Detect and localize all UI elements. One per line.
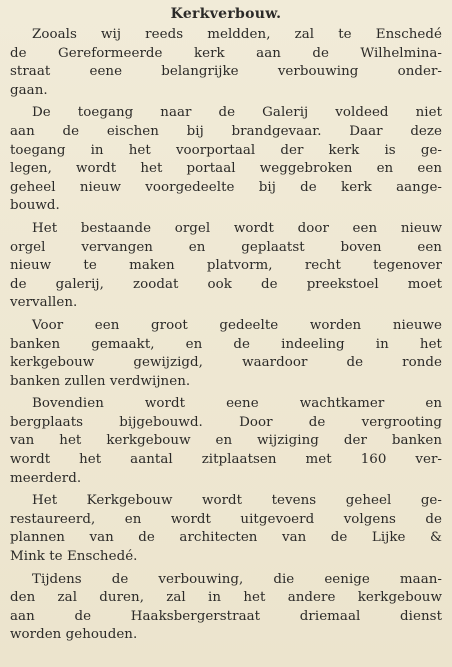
article-paragraph	[10, 104, 442, 216]
text-line: bergplaats bijgebouwd. Door de vergrooting	[10, 414, 442, 430]
article-paragraph	[10, 220, 442, 313]
text-line: meerderd.	[10, 470, 82, 486]
text-line: gaan.	[10, 82, 48, 98]
article-paragraph	[10, 395, 442, 488]
text-line: Het bestaande orgel wordt door een nieuw	[32, 220, 442, 236]
text-line: aan de eischen bij brandgevaar. Daar deze	[10, 123, 442, 139]
article-paragraph	[10, 492, 442, 566]
text-line: de galerij, zoodat ook de preekstoel moet	[10, 276, 442, 292]
text-line: orgel vervangen en geplaatst boven een	[10, 239, 442, 255]
text-line: plannen van de architecten van de Lijke &	[10, 530, 442, 546]
text-line: kerkgebouw gewijzigd, waardoor de ronde	[10, 355, 442, 371]
article-headline: Kerkverbouw.	[170, 6, 282, 22]
text-line: De toegang naar de Galerij voldeed niet	[32, 105, 442, 121]
text-line: Voor een groot gedeelte worden nieuwe	[32, 317, 442, 333]
text-line: geheel nieuw voorgedeelte bij de kerk aange-	[10, 179, 442, 195]
article-paragraph	[10, 26, 442, 100]
article-paragraph	[10, 317, 442, 391]
text-line: toegang in het voorportaal der kerk is ge-	[10, 142, 442, 158]
text-line: wordt het aantal zitplaatsen met 160 ver-	[10, 452, 442, 468]
text-line: den zal duren, zal in het andere kerkgebouw	[10, 590, 442, 606]
text-line: restaureerd, en wordt uitgevoerd volgens de	[10, 511, 442, 527]
text-line: Het Kerkgebouw wordt tevens geheel ge-	[32, 493, 442, 509]
text-line: de Gereformeerde kerk aan de Wilhelmina-	[10, 45, 442, 61]
text-line: banken zullen verdwijnen.	[10, 373, 191, 389]
text-line: straat eene belangrijke verbouwing onder-	[10, 64, 442, 80]
text-line: banken gemaakt, en de indeeling in het	[10, 336, 442, 352]
text-line: Mink te Enschedé.	[10, 549, 138, 565]
article-paragraph	[10, 571, 442, 645]
text-line: Tijdens de verbouwing, die eenige maan-	[32, 571, 442, 587]
text-line: legen, wordt het portaal weggebroken en een	[10, 161, 442, 177]
text-line: vervallen.	[10, 295, 78, 311]
text-line: worden gehouden.	[10, 627, 138, 643]
text-line: aan de Haaksbergerstraat driemaal dienst	[10, 608, 442, 624]
text-line: bouwd.	[10, 198, 60, 214]
text-line: Bovendien wordt eene wachtkamer en	[32, 396, 442, 412]
text-line: nieuw te maken platvorm, recht tegenover	[10, 258, 442, 274]
text-line: van het kerkgebouw en wijziging der banken	[10, 433, 442, 449]
text-line: Zooals wij reeds meldden, zal te Enschedé	[32, 27, 442, 42]
